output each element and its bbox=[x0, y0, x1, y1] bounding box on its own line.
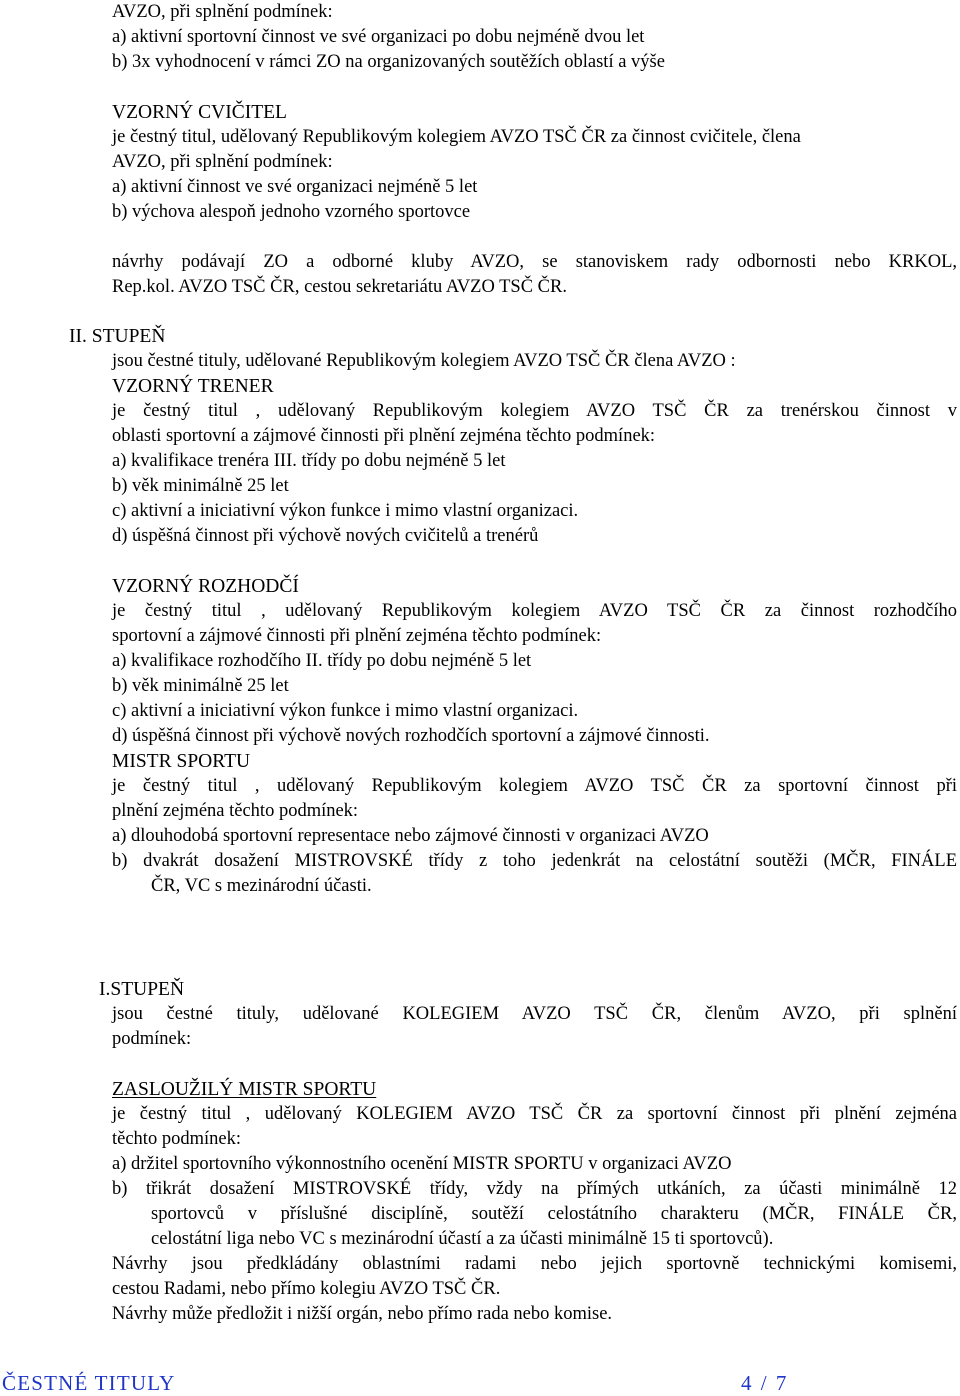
closing-note: cestou Radami, nebo přímo kolegiu AVZO TSČ ČR. bbox=[112, 1279, 501, 1299]
condition-b-continued: sportovců v příslušné disciplíně, soutěží celostátního charakteru (MČR, FINÁLE ČR, bbox=[151, 1204, 957, 1224]
nomination-note bbox=[112, 250, 957, 300]
condition-c: c) aktivní a iniciativní výkon funkce i mimo vlastní organizaci. bbox=[112, 701, 579, 721]
condition-a: a) kvalifikace trenéra III. třídy po dobu nejméně 5 let bbox=[112, 451, 506, 471]
page-number: 4 / 7 bbox=[741, 1371, 789, 1395]
condition-b: b) 3x vyhodnocení v rámci ZO na organizovaných soutěžích oblastí a výše bbox=[112, 52, 665, 72]
text-line: plnění zejména těchto podmínek: bbox=[112, 801, 359, 821]
text-line: AVZO, při splnění podmínek: bbox=[112, 152, 333, 172]
condition-b-continued: celostátní liga nebo VC s mezinárodní účastí a za účasti minimálně 15 ti sportovců). bbox=[151, 1229, 774, 1249]
section-zasluzily-mistr-sportu bbox=[112, 1077, 957, 1327]
intro-continuation bbox=[112, 0, 957, 75]
text-line: těchto podmínek: bbox=[112, 1129, 241, 1149]
condition-a: a) kvalifikace rozhodčího II. třídy po dobu nejméně 5 let bbox=[112, 651, 532, 671]
section-title: VZORNÝ TRENER bbox=[112, 376, 274, 397]
text-line: je čestný titul , udělovaný KOLEGIEM AVZO TSČ ČR za sportovní činnost při plnění zejména bbox=[112, 1104, 957, 1124]
condition-d: d) úspěšná činnost při výchově nových rozhodčích sportovní a zájmové činnosti. bbox=[112, 726, 710, 746]
section-stupen-2 bbox=[112, 349, 957, 549]
footer-title: ČESTNÉ TITULY bbox=[2, 1371, 176, 1395]
condition-a: a) držitel sportovního výkonnostního ocenění MISTR SPORTU v organizaci AVZO bbox=[112, 1154, 732, 1174]
text-line: je čestný titul , udělovaný Republikovým kolegiem AVZO TSČ ČR za sportovní činnost při bbox=[112, 776, 957, 796]
section-title: MISTR SPORTU bbox=[112, 751, 251, 772]
text-line: je čestný titul , udělovaný Republikovým kolegiem AVZO TSČ ČR za činnost rozhodčího bbox=[112, 601, 957, 621]
closing-note: Návrhy jsou předkládány oblastními radami nebo jejich sportovně technickými komisemi, bbox=[112, 1254, 957, 1274]
text-line: oblasti sportovní a zájmové činnosti při plnění zejména těchto podmínek: bbox=[112, 426, 656, 446]
condition-b: b) třikrát dosažení MISTROVSKÉ třídy, vždy na přímých utkáních, za účasti minimálně 12 bbox=[112, 1179, 957, 1199]
condition-a: a) dlouhodobá sportovní representace nebo zájmové činnosti v organizaci AVZO bbox=[112, 826, 709, 846]
condition-b: b) výchova alespoň jednoho vzorného sportovce bbox=[112, 202, 471, 222]
condition-c: c) aktivní a iniciativní výkon funkce i mimo vlastní organizaci. bbox=[112, 501, 579, 521]
section-vzorny-cvicitel bbox=[112, 100, 957, 225]
condition-a: a) aktivní sportovní činnost ve své organizaci po dobu nejméně dvou let bbox=[112, 27, 645, 47]
section-heading-stupen-2: II. STUPEŇ bbox=[69, 326, 166, 347]
condition-b-continued: ČR, VC s mezinárodní účasti. bbox=[151, 876, 372, 896]
text-line: je čestný titul , udělovaný Republikovým kolegiem AVZO TSČ ČR za trenérskou činnost v bbox=[112, 401, 957, 421]
section-intro: jsou čestné tituly, udělované KOLEGIEM AVZO TSČ ČR, členům AVZO, při splnění bbox=[112, 1004, 957, 1024]
text-line: návrhy podávají ZO a odborné kluby AVZO, se stanoviskem rady odbornosti nebo KRKOL, bbox=[112, 252, 957, 272]
section-heading-stupen-1: I.STUPEŇ bbox=[99, 979, 185, 1000]
condition-b: b) věk minimálně 25 let bbox=[112, 476, 289, 496]
section-vzorny-rozhodci bbox=[112, 574, 957, 899]
condition-b: b) dvakrát dosažení MISTROVSKÉ třídy z toho jedenkrát na celostátní soutěži (MČR, FINÁLE bbox=[112, 851, 957, 871]
section-intro-continued: podmínek: bbox=[112, 1029, 192, 1049]
text-line: je čestný titul, udělovaný Republikovým kolegiem AVZO TSČ ČR za činnost cvičitele, člena bbox=[112, 127, 801, 147]
condition-b-wrap bbox=[112, 1202, 957, 1252]
section-title: VZORNÝ CVIČITEL bbox=[112, 102, 287, 123]
section-stupen-1 bbox=[112, 1002, 957, 1052]
section-intro: jsou čestné tituly, udělované Republikovým kolegiem AVZO TSČ ČR člena AVZO : bbox=[112, 351, 736, 371]
text-line: AVZO, při splnění podmínek: bbox=[112, 2, 333, 22]
condition-a: a) aktivní činnost ve své organizaci nejméně 5 let bbox=[112, 177, 478, 197]
section-title: ZASLOUŽILÝ MISTR SPORTU bbox=[112, 1079, 377, 1100]
condition-b: b) věk minimálně 25 let bbox=[112, 676, 289, 696]
section-title: VZORNÝ ROZHODČÍ bbox=[112, 576, 299, 597]
closing-note: Návrhy může předložit i nižší orgán, nebo přímo rada nebo komise. bbox=[112, 1304, 613, 1324]
text-line: sportovní a zájmové činnosti při plnění zejména těchto podmínek: bbox=[112, 626, 602, 646]
condition-d: d) úspěšná činnost při výchově nových cvičitelů a trenérů bbox=[112, 526, 539, 546]
text-line: Rep.kol. AVZO TSČ ČR, cestou sekretariátu AVZO TSČ ČR. bbox=[112, 277, 567, 297]
